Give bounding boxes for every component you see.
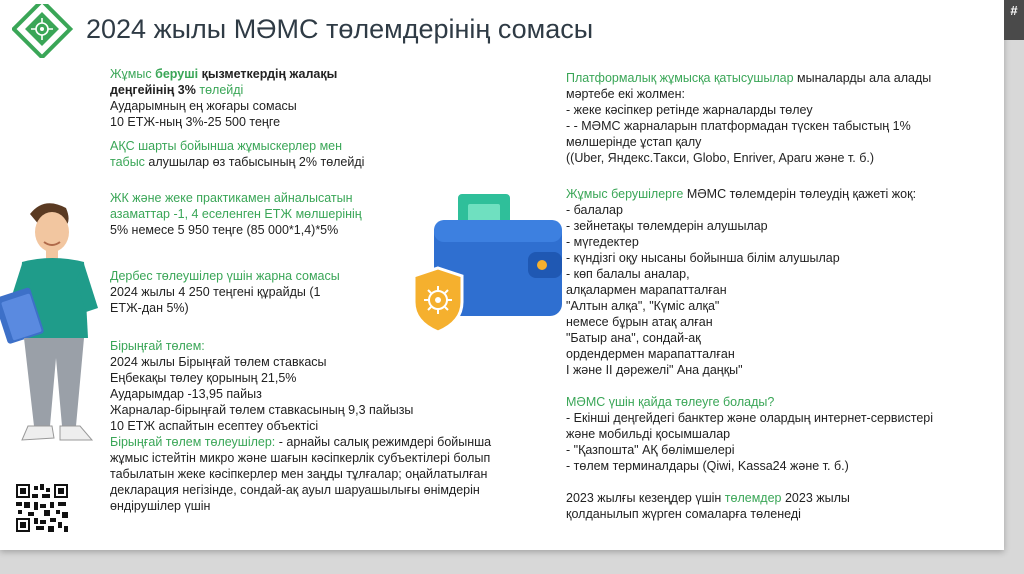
platform-line-1a: Платформалық жұмысқа қатысушылар xyxy=(566,71,794,85)
platform-line-4: - - МӘМС жарналарын платформадан түскен табыстың 1% xyxy=(566,119,911,133)
where-line-3: және мобильді қосымшалар xyxy=(566,427,731,441)
zhk-paragraph xyxy=(110,190,362,238)
employer-line-1c: қызметкердің жалақы xyxy=(198,67,338,81)
zhk-line-2: азаматтар -1, 4 еселенген ЕТЖ мөлшерінің xyxy=(110,207,362,221)
single-line-6: 10 ЕТЖ аспайтын есептеу объектісі xyxy=(110,419,319,433)
single-line-5: Жарналар-бірыңғай төлем ставкасының 9,3 пайызы xyxy=(110,403,414,417)
aks-line-2a: табыс xyxy=(110,155,145,169)
exempt-line-1b: МӘМС төлемдерін төлеудің қажеті жоқ: xyxy=(683,187,917,201)
where-to-pay-paragraph xyxy=(566,394,933,474)
periods-paragraph xyxy=(566,490,850,522)
single-line-2: 2024 жылы Бірыңғай төлем ставкасы xyxy=(110,355,327,369)
single-line-3: Еңбекақы төлеу қорының 21,5% xyxy=(110,371,297,385)
logo-icon xyxy=(12,4,74,58)
exempt-paragraph xyxy=(566,186,916,378)
platform-line-3: - жеке кәсіпкер ретінде жарналарды төлеу xyxy=(566,103,813,117)
single-line-9: табылатын жеке кәсіпкерлер мен заңды тұлғалар; оңайлатылған xyxy=(110,467,488,481)
platform-paragraph xyxy=(566,70,931,166)
employer-line-2b: төлейді xyxy=(195,83,244,97)
employer-paragraph xyxy=(110,66,337,130)
exempt-line-1a: Жұмыс берушілерге xyxy=(566,187,684,201)
single-line-1: Бірыңғай төлем: xyxy=(110,339,205,353)
platform-line-1b: мыналарды ала алады xyxy=(793,71,932,85)
employer-line-1b: беруші xyxy=(155,67,199,81)
self-line-1: Дербес төлеушілер үшін жарна сомасы xyxy=(110,269,340,283)
exempt-item: - мүгедектер xyxy=(566,235,639,249)
where-line-1: МӘМС үшін қайда төлеуге болады? xyxy=(566,395,775,409)
platform-line-5: мөлшерінде ұстап қалу xyxy=(566,135,702,149)
page-title: 2024 жылы МӘМС төлемдерінің сомасы xyxy=(86,14,594,44)
person-illustration xyxy=(0,198,112,468)
self-payers-paragraph xyxy=(110,268,340,316)
where-line-4: - "Қазпошта" АҚ бөлімшелері xyxy=(566,443,735,457)
periods-line-1b: төлемдер xyxy=(724,491,782,505)
exempt-item: - көп балалы аналар, xyxy=(566,267,690,281)
where-line-5: - төлем терминалдары (Qiwi, Kassa24 және т. б.) xyxy=(566,459,849,473)
wallet-icon xyxy=(408,190,568,340)
employer-line-1a: Жұмыс xyxy=(110,67,156,81)
exempt-item: - балалар xyxy=(566,203,623,217)
aks-paragraph xyxy=(110,138,364,170)
employer-line-2a: деңгейінің 3% xyxy=(110,83,196,97)
self-line-3: ЕТЖ-дан 5%) xyxy=(110,301,189,315)
shield-icon xyxy=(414,268,462,332)
periods-line-2: қолданылып жүрген сомаларға төленеді xyxy=(566,507,801,521)
exempt-item: ордендермен марапатталған xyxy=(566,347,735,361)
zhk-line-1: ЖК және жеке практикамен айналысатын xyxy=(110,191,353,205)
exempt-item: - зейнетақы төлемдерін алушылар xyxy=(566,219,768,233)
exempt-item: "Батыр ана", сондай-ақ xyxy=(566,331,701,345)
platform-line-6: ((Uber, Яндекс.Такси, Globo, Enriver, Aparu және т. б.) xyxy=(566,151,875,165)
single-line-4: Аударымдар -13,95 пайыз xyxy=(110,387,262,401)
zhk-line-3: 5% немесе 5 950 теңге (85 000*1,4)*5% xyxy=(110,223,339,237)
single-line-7a: Бірыңғай төлем төлеушілер: xyxy=(110,435,279,449)
single-line-7b: - арнайы салық режимдері бойынша xyxy=(278,435,492,449)
exempt-item: алқалармен марапатталған xyxy=(566,283,727,297)
single-payment-paragraph xyxy=(110,338,491,514)
aks-line-1: АҚС шарты бойынша жұмыскерлер мен xyxy=(110,139,343,153)
periods-line-1a: 2023 жылғы кезеңдер үшін xyxy=(566,491,725,505)
employer-line-4: 10 ЕТЖ-ның 3%-25 500 теңге xyxy=(110,115,281,129)
qr-code-icon xyxy=(16,484,68,532)
exempt-item: немесе бұрын атақ алған xyxy=(566,315,713,329)
self-line-2: 2024 жылы 4 250 теңгені құрайды (1 xyxy=(110,285,321,299)
exempt-item: "Алтын алқа", "Күміс алқа" xyxy=(566,299,720,313)
platform-line-2: мәртебе екі жолмен: xyxy=(566,87,685,101)
single-line-10: декларация негізінде, сондай-ақ ауыл шаруашылығы өнімдерін xyxy=(110,483,480,497)
single-line-8: жұмыс істейтін микро және шағын кәсіпкерлік субъектілері болып xyxy=(110,451,491,465)
page-number-badge: # xyxy=(1004,0,1024,40)
periods-line-1c: 2023 жылы xyxy=(781,491,850,505)
single-line-11: өндірушілер үшін xyxy=(110,499,211,513)
exempt-item: I және II дәрежелі" Ана даңқы" xyxy=(566,363,743,377)
where-line-2: - Екінші деңгейдегі банктер және олардың интернет-сервистері xyxy=(566,411,933,425)
aks-line-2b: алушылар өз табысының 2% төлейді xyxy=(144,155,365,169)
exempt-item: - күндізгі оқу нысаны бойынша білім алушылар xyxy=(566,251,840,265)
employer-line-3: Аударымның ең жоғары сомасы xyxy=(110,99,297,113)
